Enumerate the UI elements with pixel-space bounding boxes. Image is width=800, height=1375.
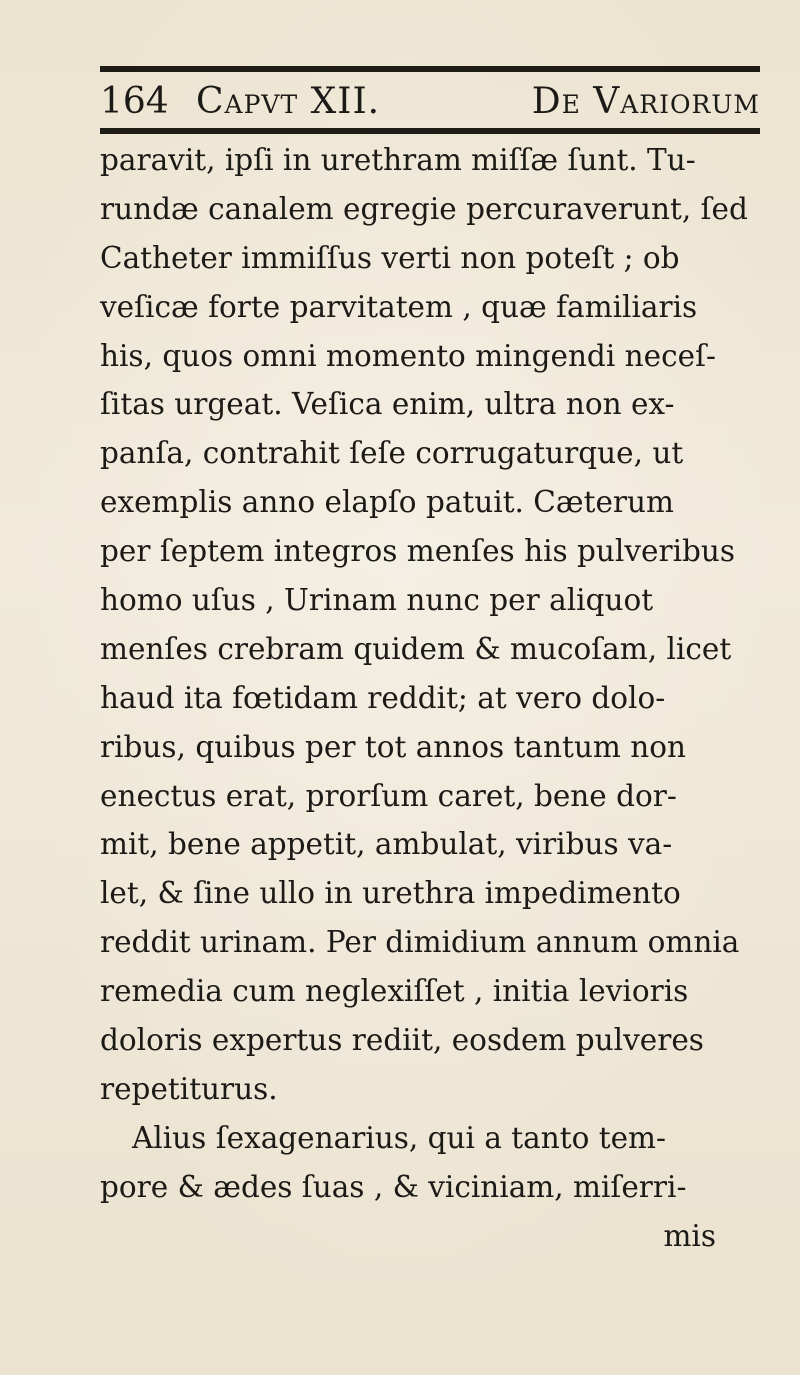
- text-line: doloris expertus rediit, eosdem pulveres: [100, 1023, 704, 1058]
- text-line: haud ita fœtidam reddit; at vero dolo-: [100, 680, 666, 715]
- page-number: 164: [100, 81, 169, 122]
- text-line: veſicæ forte parvitatem , quæ familiaris: [100, 289, 698, 324]
- text-line: enectus erat, prorſum caret, bene dor-: [100, 778, 677, 813]
- text-line: reddit urinam. Per dimidium annum omnia: [100, 925, 740, 960]
- text-line: menſes crebram quidem & mucoſam, licet: [100, 631, 732, 666]
- catchword: mis: [663, 1218, 716, 1253]
- header-rule-top: [100, 66, 760, 72]
- text-line: his, quos omni momento mingendi neceſ-: [100, 338, 716, 373]
- text-line: Alius ſexagenarius, qui a tanto tem-: [132, 1120, 666, 1155]
- text-line: rundæ canalem egregie percuraverunt, ſed: [100, 191, 748, 226]
- text-line: per ſeptem integros menſes his pulveribus: [100, 534, 736, 569]
- text-line: ſitas urgeat. Veſica enim, ultra non ex-: [100, 387, 675, 422]
- text-line: mit, bene appetit, ambulat, viribus va-: [100, 827, 673, 862]
- text-line: ribus, quibus per tot annos tantum non: [100, 729, 686, 764]
- running-header: [100, 76, 760, 128]
- text-line: pore & ædes ſuas , & viciniam, miſerri-: [100, 1169, 687, 1204]
- text-line: homo uſus , Urinam nunc per aliquot: [100, 583, 654, 618]
- running-title: De Variorum: [531, 81, 760, 122]
- text-line: Catheter immiſſus verti non poteſt ; ob: [100, 240, 680, 275]
- header-rule-bottom: [100, 128, 760, 134]
- text-line: repetiturus.: [100, 1071, 278, 1106]
- text-line: let, & ſine ullo in urethra impedimento: [100, 876, 681, 911]
- text-line: exemplis anno elapſo patuit. Cæterum: [100, 485, 674, 520]
- chapter-heading: Capvt XII.: [196, 81, 381, 122]
- text-line: paravit, ipſi in urethram miſſæ ſunt. Tu-: [100, 143, 696, 177]
- text-line: remedia cum neglexiſſet , initia levioris: [100, 974, 689, 1009]
- text-line: panſa, contrahit ſeſe corrugaturque, ut: [100, 436, 684, 471]
- body-text: [100, 136, 780, 1260]
